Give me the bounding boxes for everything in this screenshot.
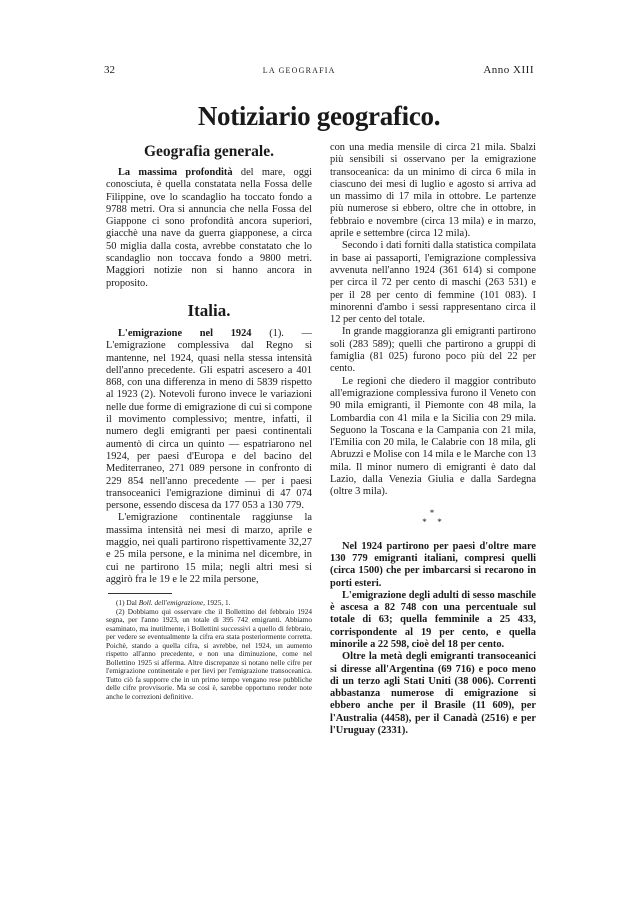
lead-emigrazione: L'emigrazione nel 1924 [118,327,252,339]
paragraph-profondita [106,167,312,290]
footnote-1-rest: 1925, 1. [206,598,231,608]
section-asterism [330,509,536,527]
right-column [330,142,536,737]
footnote-1-source: Boll. dell'emigrazione, [138,598,205,608]
asterism-top: * [429,507,437,518]
transoceanic-block [330,541,536,738]
paragraph-oltremare: Nel 1924 partirono per paesi d'oltre mare 130 779 emigranti italiani, compresi quelli (circa 1500) che per imbarcarsi si recarono in porti esteri. [330,540,536,589]
lead-profondita: La massima profondità [118,167,233,178]
paragraph-adulti: L'emigrazione degli adulti di sesso maschile è ascesa a 82 748 con una percentuale sul totale di 63; quella femminile a 25 433, corrispondente al 19 per cento, e quella minorile a 22 598, cioè del 18 per cento. [330,589,536,650]
paragraph-passaporti: Secondo i dati forniti dalla statistica compilata in base ai passaporti, l'emigrazione complessiva avvenuta nell'anno 1924 (361 614) si compone per circa il 72 per cento di maschi (263 531) e per il 28 per cento di femmine (101 083). I minorenni d'ambo i sessi rappresentano circa il 12 per cento del totale. [330,240,536,326]
paragraph-emigrazione-1 [106,328,312,512]
journal-name: LA GEOGRAFIA [262,66,336,75]
section-heading-geografia-generale: Geografia generale. [144,143,274,160]
text-emigrazione-1: — L'emigrazione complessiva dal Regno si mantenne, nel 1924, quasi nella stessa intensità dell'anno precedente. Gli espatri ascesero a 401 868, con una differenza in meno di 5839 rispetto al 1923 (2). Notevoli furono invece le variazioni nelle due forme di emigrazione di cui si compone il movimento complessivo; mentre, infatti, il numero degli emigranti per paesi continentali aumentò di circa un quinto — espatriarono nel 1924, per paesi d'Europa e del bacino del Mediterraneo, 271 089 persone in confronto di 229 854 nell'anno precedente — per i paesi transoceanici l'emigrazione diminuì di 47 074 persone, essendo discesa da 177 053 a 130 779. [106,327,313,512]
footnotes [106,599,312,701]
paragraph-continuation: con una media mensile di circa 21 mila. Sbalzi più sensibili si osservano per la emigrazione transoceanica: da un minimo di circa 6 mila in ciascuno dei mesi di luglio e agosto si arriva ad un massimo di 17 mila in ottobre. Le partenze più numerose si ebbero, oltre che in ottobre, in febbraio e novembre (circa 13 mila) e in marzo, aprile e settembre (circa 12 mila). [330,142,536,240]
paragraph-destinazioni: Oltre la metà degli emigranti transoceanici si diresse all'Argentina (69 716) e poco meno di un terzo agli Stati Uniti (38 006). Correnti abbastanza numerose di emigrazione si ebbero anche per il Brasile (11 609), per l'Australia (4458), per il Canadà (2516) e per l'Uruguay (2331). [330,651,536,737]
footnote-ref-1: (1). [269,327,284,339]
page-number: 32 [104,64,115,76]
text-profondita: del mare, oggi conosciuta, è quella constatata nella Fossa delle Filippine, ove lo scandaglio ha toccato fondo a 9788 metri. Ora si annuncia che nella Fossa del Giappone ci sono profondità ancora superiori, giacchè una nave da guerra giapponese, a circa 50 miglia dalla costa, avrebbe constatato che lo scandaglio non toccava fondo a 9800 metri. Maggiori notizie non si hanno ancora in proposito. [106,167,313,289]
running-header [104,64,534,76]
left-column [106,142,312,701]
paragraph-emigrazione-2: L'emigrazione continentale raggiunse la massima intensità nei mesi di marzo, aprile e maggio, nei quali partirono rispettivamente 32,27 e 25 mila persone, e la minima nel dicembre, in cui ne partirono 15 mila; negli altri mesi si aggirò fra le 19 e le 22 mila persone, [106,512,312,585]
volume-year: Anno XIII [483,64,534,76]
page-title: Notiziario geografico. [197,101,441,131]
asterism-right: * [437,516,444,527]
asterism-left: * [422,516,429,527]
paragraph-famiglie: In grande maggioranza gli emigranti partirono soli (283 589); quelli che partirono a gruppi di famiglia (81 025) furono poco più del 22 per cento. [330,326,536,375]
footnote-1-marker: (1) Dal [116,598,137,608]
section-heading-italia: Italia. [187,300,231,320]
footnote-2: (2) Dobbiamo qui osservare che il Bollettino del febbraio 1924 segna, per l'anno 1923, un totale di 395 742 emigranti. Abbiamo esaminato, ma inutilmente, i Bollettini successivi a quello di febbraio, per vedere se eventualmente la cifra era stata posteriormente corretta. Poichè, stando a quella cifra, si avrebbe, nel 1924, un aumento rispetto all'anno precedente, e non una diminuzione, come nel Bollettino 1925 si afferma. Altre discrepanze si notano nelle cifre per l'emigrazione continentale e per lievi per l'emigrazione transoceanica. Tutto ciò fa supporre che in un primo tempo vengano rese pubbliche delle cifre provvisorie. Ma se così è, sarebbe opportuno render note anche le correzioni definitive. [106,606,312,701]
paragraph-regioni: Le regioni che diedero il maggior contributo all'emigrazione complessiva furono il Veneto con 90 mila emigranti, il Piemonte con 48 mila, la Lombardia con 41 mila e la Sicilia con 29 mila. Seguono la Toscana e la Campania con 21 mila, l'Emilia con 20 mila, le Calabrie con 18 mila, gli Abruzzi e Molise con 14 mila e le Marche con 13 mila. Il minor numero di emigranti è dato dal Lazio, dalla Venezia Giulia e dalla Sardegna (oltre 3 mila). [330,375,537,498]
footnote-divider [108,593,172,594]
